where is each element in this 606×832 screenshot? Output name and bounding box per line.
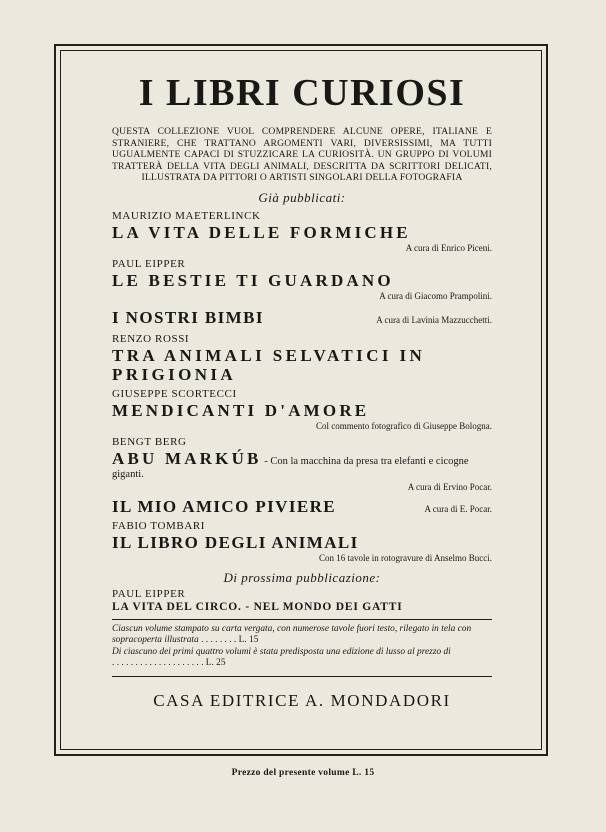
edition-note-text: Ciascun volume stampato su carta vergata, con numerose tavole fuori testo, rilegato in tela con sopracoperta illustrata <box>112 623 472 646</box>
luxury-note-text: Di ciascuno dei primi quattro volumi è stata predisposta una edizione di lusso al prezzo di <box>112 646 451 657</box>
book-curator: Col commento fotografico di Giuseppe Bologna. <box>316 420 492 431</box>
book-title: MENDICANTI D'AMORE <box>112 400 370 420</box>
published-heading: Già pubblicati: <box>258 189 346 205</box>
book-author: GIUSEPPE SCORTECCI <box>112 387 237 400</box>
book-title: LA VITA DELLE FORMICHE <box>112 222 411 242</box>
book-curator: A cura di Lavinia Mazzucchetti. <box>376 314 492 325</box>
page-title: I LIBRI CURIOSI <box>138 72 466 114</box>
book-entry <box>112 258 492 302</box>
book-entry <box>112 520 492 564</box>
book-entry <box>112 333 492 384</box>
book-entry <box>112 497 492 516</box>
book-curator: A cura di Enrico Piceni. <box>405 242 492 253</box>
book-curator: Con 16 tavole in rotogravure di Anselmo Bucci. <box>319 552 492 563</box>
book-entry <box>112 210 492 254</box>
book-title: IL MIO AMICO PIVIERE <box>112 496 336 516</box>
book-curator: A cura di Ervino Pocar. <box>407 481 492 492</box>
book-curator: A cura di E. Pocar. <box>424 503 492 514</box>
price-note <box>112 624 492 670</box>
series-description: QUESTA COLLEZIONE VUOL COMPRENDERE ALCUNE OPERE, ITALIANE E STRANIERE, CHE TRATTANO ARGOMENTI VARI, DIVERSISSIMI, MA TUTTI UGUALMENTE CAPACI DI STUZZICARE LA CURIOSITÀ. UN GRUPPO DI VOLUMI TRATTERÀ DELLA VITA DEGLI ANIMALI, DESCRITTA DA SCRITTORI DELICATI, ILLUSTRATA DA PITTORI O ARTISTI SINGOLARI DELLA FOTOGRAFIA <box>112 126 492 184</box>
edition-note-price: . . . . . . . . L. 15 <box>201 635 259 646</box>
book-entry <box>112 308 492 327</box>
divider <box>112 619 492 620</box>
upcoming-heading: Di prossima pubblicazione: <box>223 569 381 585</box>
book-title: I NOSTRI BIMBI <box>112 307 264 327</box>
upcoming-titles: LA VITA DEL CIRCO. - NEL MONDO DEI GATTI <box>112 600 403 613</box>
book-author: BENGT BERG <box>112 435 187 448</box>
book-entry <box>112 436 492 493</box>
divider <box>112 676 492 677</box>
luxury-note-price: . . . . . . . . . . . . . . . . . . . . L. 25 <box>112 658 226 669</box>
book-author: MAURIZIO MAETERLINCK <box>112 209 261 222</box>
volume-price: Prezzo del presente volume L. 15 <box>231 768 375 778</box>
luxury-note <box>112 647 492 670</box>
book-title: IL LIBRO DEGLI ANIMALI <box>112 532 359 552</box>
book-title: TRA ANIMALI SELVATICI IN PRIGIONIA <box>112 345 426 384</box>
book-curator: A cura di Giacomo Prampolini. <box>379 290 492 301</box>
edition-note <box>112 624 492 647</box>
book-subtitle: - Con la macchina da presa tra elefanti e cicogne giganti. <box>112 455 469 480</box>
book-author: FABIO TOMBARI <box>112 519 206 532</box>
book-author: PAUL EIPPER <box>112 257 186 270</box>
book-author: RENZO ROSSI <box>112 332 190 345</box>
page-content <box>112 70 492 711</box>
book-title-line <box>112 449 492 481</box>
publisher: CASA EDITRICE A. MONDADORI <box>153 690 451 710</box>
book-title: ABU MARKÚB <box>112 448 262 468</box>
book-entry <box>112 388 492 432</box>
book-title: LE BESTIE TI GUARDANO <box>112 270 394 290</box>
upcoming-author: PAUL EIPPER <box>112 587 186 600</box>
